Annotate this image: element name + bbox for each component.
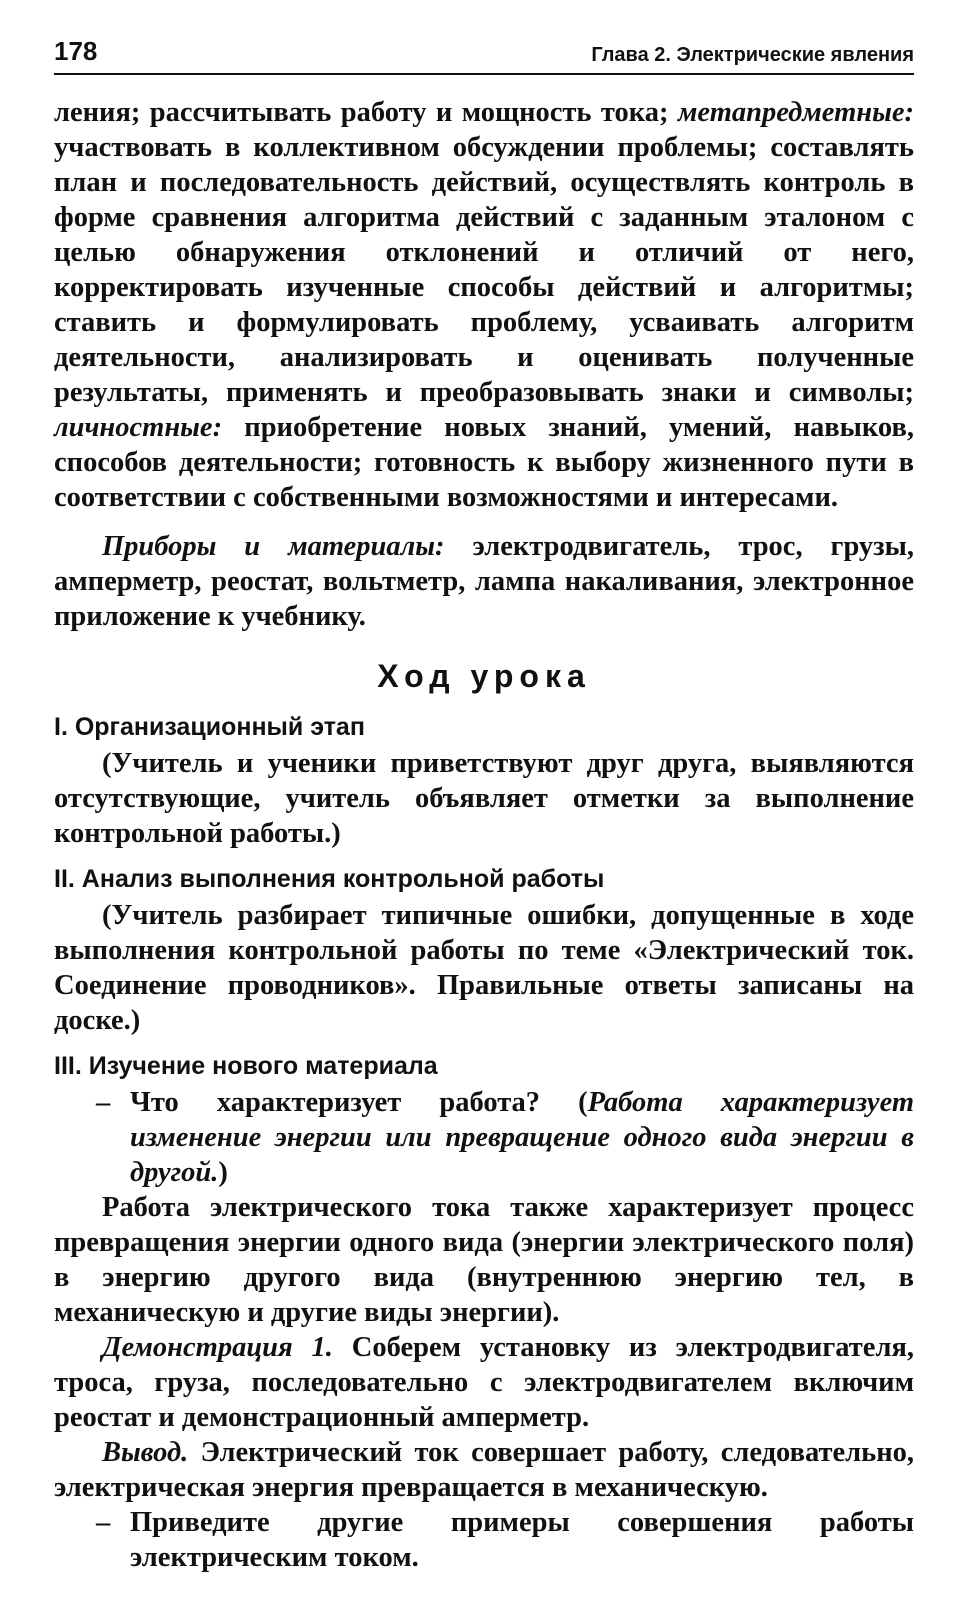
- page-header: [54, 36, 914, 75]
- dash-mark: –: [96, 1507, 111, 1538]
- lesson-title: Ход урока: [377, 658, 591, 694]
- question-1-answer: Работа характеризует изменение энергии или превращение одного вида энергии в другой.: [130, 1087, 915, 1188]
- conclusion-paragraph: [54, 1435, 914, 1505]
- energy-paragraph: Работа электрического тока также характеризует процесс превращения энергии одного вида (энергии электрического поля) в энергию другого вида (внутреннюю энергию тел, в механическую и другие виды энергии).: [54, 1192, 914, 1328]
- intro-text-2: участвовать в коллективном обсуждении проблемы; составлять план и последовательность действий, осуществлять контроль в форме сравнения алгоритма действий с заданным эталоном с целью обнаружения отклонений и отличий от него, корректировать изученные способы действий и алгоритмы; ставить и формулировать проблему, усваивать алгоритм деятельности, анализировать и оценивать полученные результаты, применять и преобразовывать знаки и символы;: [54, 132, 914, 408]
- meta-label: метапредметные:: [677, 97, 914, 128]
- section-3-heading: III. Изучение нового материала: [54, 1052, 438, 1080]
- intro-text-1: ления; рассчитывать работу и мощность тока;: [54, 97, 678, 128]
- materials-text: электродвигатель, трос, грузы, амперметр, реостат, вольтметр, лампа накаливания, электронное приложение к учебнику.: [54, 531, 914, 632]
- demo-label: Демонстрация 1.: [102, 1332, 333, 1363]
- conclusion-label: Вывод.: [102, 1437, 189, 1468]
- demo-paragraph: [54, 1330, 914, 1435]
- personal-label: личностные:: [54, 412, 223, 443]
- demo-text: Соберем установку из электродвигателя, троса, груза, последовательно с электродвигателем включим реостат и демонстрационный амперметр.: [54, 1332, 914, 1433]
- section-1-heading: I. Организационный этап: [54, 713, 365, 741]
- intro-paragraph: [54, 95, 914, 515]
- section-1-text: (Учитель и ученики приветствуют друг друга, выявляются отсутствующие, учитель объявляет отметки за выполнение контрольной работы.): [54, 748, 914, 849]
- question-1: [54, 1085, 914, 1190]
- materials-label: Приборы и материалы:: [102, 531, 445, 562]
- question-2: [54, 1505, 914, 1575]
- question-1-prompt: Что характеризует работа? (: [130, 1087, 588, 1118]
- question-2-text: Приведите другие примеры совершения работы электрическим током.: [130, 1507, 914, 1573]
- section-2-heading: II. Анализ выполнения контрольной работы: [54, 865, 605, 893]
- question-1-text: [130, 1085, 914, 1190]
- chapter-title: Глава 2. Электрические явления: [591, 44, 914, 66]
- materials-paragraph: [54, 529, 914, 634]
- question-1-close: ): [218, 1157, 228, 1188]
- page-number: 178: [54, 36, 98, 66]
- dash-mark: –: [96, 1087, 111, 1118]
- intro-text-3: приобретение новых знаний, умений, навыков, способов деятельности; готовность к выбору жизненного пути в соответствии с собственными возможностями и интересами.: [54, 412, 914, 513]
- conclusion-text: Электрический ток совершает работу, следовательно, электрическая энергия превращается в механическую.: [54, 1437, 914, 1503]
- section-2-text: (Учитель разбирает типичные ошибки, допущенные в ходе выполнения контрольной работы по теме «Электрический ток. Соединение проводников». Правильные ответы записаны на доске.): [54, 900, 914, 1036]
